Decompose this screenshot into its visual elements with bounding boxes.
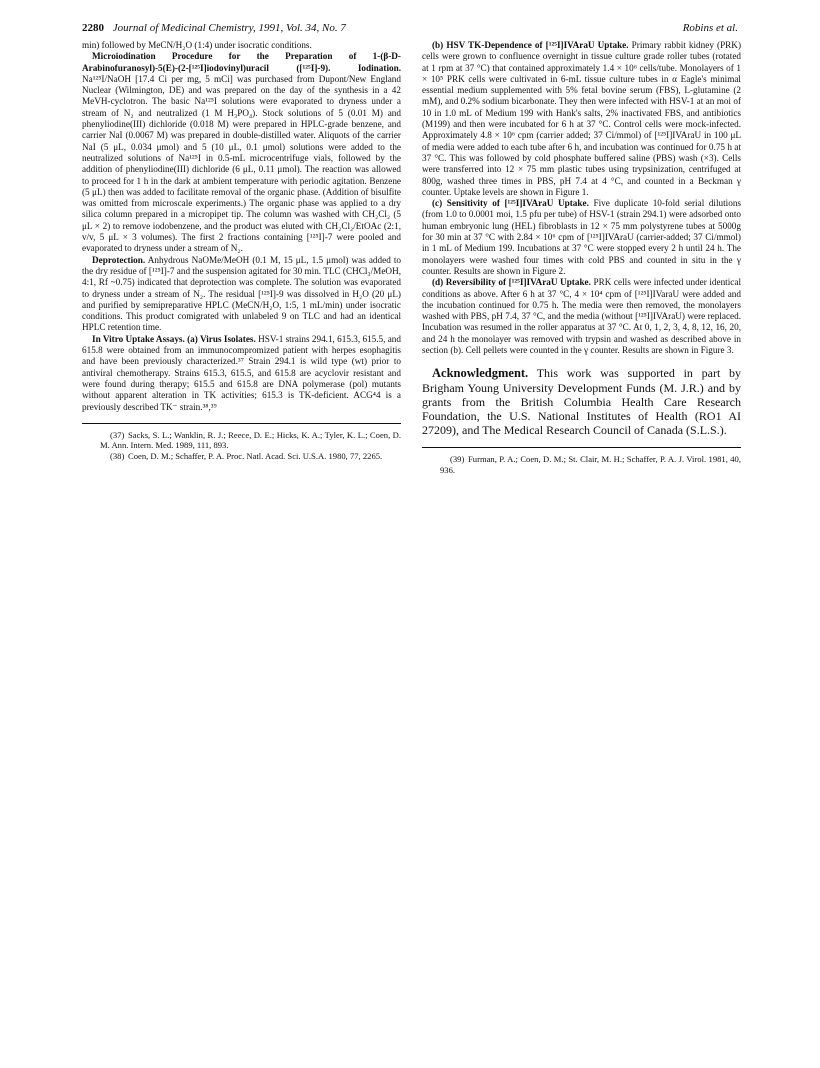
running-authors: Robins et al. [682,22,738,34]
acknowledgment [422,366,741,437]
paragraph-deprotection [82,255,401,334]
footnote-37 [82,430,401,451]
section-heading-deprotection: Deprotection. [92,254,146,265]
footnote-number: (38) [110,450,125,461]
footnote-divider [422,447,741,448]
paragraph-text: Five duplicate 10-fold serial dilutions (from 1.0 to 0.0001 moi, 1.5 pfu per tube) of HSV-1 (strain 294.1) were adsorbed onto human embryonic lung (HEL) fibroblasts in 12 × 75 mm polystyrene tubes at 5000g for 30 min at 37 °C with 2.84 × 10⁶ cpm of [¹²⁵I]IVAraU (carrier-added; 37 Ci/mmol) in 1 mL of Medium 199. Incubations at 37 °C were stopped every 2 h until 24 h. The monolayers were washed four times with cold PBS and counted in situ in the γ counter. Results are shown in Figure 2. [422,198,741,276]
section-heading-uptake-assays: In Vitro Uptake Assays. (a) Virus Isolates. [92,333,256,344]
section-heading-microiodination: Microiodination Procedure for the Preparation of 1-(β-D-Arabinofuranosyl)-5(E)-(2-[¹²⁵I]iodovinyl)uracil ([¹²⁵I]-9). Iodination. [82,51,401,73]
section-heading-tk-dependence: (b) HSV TK-Dependence of [¹²⁵I]IVAraU Uptake. [432,40,629,50]
paragraph-text: Na¹²⁵I/NaOH [17.4 Ci per mg, 5 mCi] was purchased from Dupont/New England Nuclear (Wilmington, DE) and was prepared on the day of the synthesis in a 42 MeVH-cyclotron. The basic Na¹²⁵I solutions were evaporated to dryness under a stream of N₂ and neutralized (1 M H₃PO₄). Stock solutions of 5 (0.01 M) and phenyliodine(III) dichloride (0.018 M) were prepared in HPLC-grade benzene, and carrier NaI (0.0067 M) was prepared in double-distilled water. Aliquots of the carrier NaI (5 μL, 0.034 μmol) and 5 (10 μL, 0.1 μmol) solutions were added to the neutralized solutions of Na¹²⁵I in 0.5-mL microcentrifuge vials, followed by the addition of phenyliodine(III) dichloride (6 μL, 0.11 μmol). The reaction was allowed to proceed for 1 h in the dark at ambient temperature with periodic agitation. Benzene (5 μL) then was added to facilitate removal of the organic phase. (Addition of bisulfite was omitted from microscale experiments.) The organic phase was applied to a dry silica column prepared in a micropipet tip. The column was washed with CH₂Cl₂ (5 μL × 2) to remove iodobenzene, and the product was eluted with CH₂Cl₂/EtOAc (2:1, v/v, 5 μL × 3 volumes). The first 2 fractions containing [¹²⁵I]-7 were pooled and evaporated to dryness under a stream of N₂. [82,73,401,254]
paragraph-tk-dependence [422,40,741,198]
right-column [422,40,741,476]
paragraph-reversibility [422,277,741,356]
footnote-number: (37) [110,429,125,440]
footnote-text: Sacks, S. L.; Wanklin, R. J.; Reece, D. E.; Hicks, K. A.; Tyler, K. L.; Coen, D. M. Ann. Intern. Med. 1989, 111, 893. [100,429,401,451]
paragraph-virus-isolates [82,334,401,413]
footnote-divider [82,423,401,424]
section-heading-reversibility: (d) Reversibility of [¹²⁵I]IVAraU Uptake. [432,277,591,288]
page-number: 2280 [82,22,104,34]
footnote-number: (39) [450,454,465,465]
footnote-39 [422,454,741,475]
footnote-text: Coen, D. M.; Schaffer, P. A. Proc. Natl. Acad. Sci. U.S.A. 1980, 77, 2265. [128,450,383,461]
running-header [82,20,738,36]
paragraph-text: Primary rabbit kidney (PRK) cells were grown to confluence overnight in tissue culture grade roller tubes (rotated at 1 rpm at 37 °C) that contained approximately 1.4 × 10⁶ cells/tube. Monolayers of 1 × 10⁵ PRK cells were cultivated in 6-mL tissue culture tubes in α Eagle's minimal essential medium supplemented with 5% fetal bovine serum (FBS), L-glutamine (2 mM), and 0.2% sodium bicarbonate. They then were infected with HSV-1 at an moi of 10 in 1.0 mL of Medium 199 with Hank's salts, 2% inactivated FBS, and antibiotics (M199) and then were incubated for 6 h at 37 °C. Control cells were mock-infected. Approximately 4.8 × 10⁶ cpm (carrier added; 37 Ci/mmol) of [¹²⁵I]IVAraU in 100 μL of media were added to each tube after 6 h, and incubation was continued for 0.75 h at 37 °C. This was followed by cold phosphate buffered saline (PBS) wash (×3). Cells were transferred into 12 × 75 mm plastic tubes using trypsinization, centrifuged at 800g, washed three times in PBS, pH 7.4 at 4 °C, and counted in a Beckman γ counter. Uptake levels are shown in Figure 1. [422,40,742,197]
footnote-38 [82,451,401,462]
paragraph-continuation: min) followed by MeCN/H₂O (1:4) under isocratic conditions. [82,40,312,50]
paragraph-sensitivity [422,198,741,277]
section-heading-sensitivity: (c) Sensitivity of [¹²⁵I]IVAraU Uptake. [432,198,589,209]
left-column [82,40,401,462]
paragraph-text: PRK cells were infected under identical conditions as above. After 6 h at 37 °C, 4 × 10⁴ cpm of [¹²⁵I]IVaraU were added and the incubation continued for 0.75 h. The media were then removed, the monolayers washed with PBS, pH 7.4, 37 °C, and the media (without [¹²⁵I]IVAraU) were replaced. Incubation was resumed in the roller apparatus at 37 °C. At 0, 1, 2, 3, 4, 8, 12, 16, 20, and 24 h the monolayer was removed with trypsin and washed as described above in section (b). Cell pellets were counted in the γ counter. Results are shown in Figure 3. [422,277,741,356]
paragraph-text: Anhydrous NaOMe/MeOH (0.1 M, 15 μL, 1.5 μmol) was added to the dry residue of [¹²⁵I]-7 and the suspension agitated for 30 min. TLC (CHCl₃/MeOH, 4:1, Rf ~0.75) indicated that deprotection was complete. The solution was evaporated to dryness under a stream of N₂. The residual [¹²⁵I]-9 was dissolved in H₂O (20 μL) and purified by semipreparative HPLC (MeCN/H₂O, 1:5, 1 mL/min) under isocratic conditions. This product comigrated with unlabeled 9 on TLC and had an identical HPLC retention time. [82,254,401,333]
acknowledgment-text: This work was supported in part by Brigham Young University Development Funds (M. J.R.) and by grants from the British Columbia Health Care Research Foundation, the U.S. National Institutes of Health (RO1 AI 27209), and The Medical Research Council of Canada (S.L.S.). [422,366,741,438]
acknowledgment-heading: Acknowledgment. [432,366,529,381]
paragraph-text: HSV-1 strains 294.1, 615.3, 615.5, and 615.8 were obtained from an immunocompromized patient with herpes esophagitis and have been previously characterized.³⁷ Strain 294.1 is wild type (wt) prior to antiviral chemotherapy. Strains 615.3, 615.5, and 615.8 are acyclovir resistant and were found during therapy; 615.5 and 615.8 are DNA polymerase (pol) mutants without apparent alteration in TK activities; 615.3 is TK-deficient. ACG⁴4 is a previously described TK⁻ strain.³⁸,³⁹ [82,333,401,412]
journal-citation: Journal of Medicinal Chemistry, 1991, Vol. 34, No. 7 [112,22,346,34]
paragraph-microiodination [82,51,401,254]
footnote-text: Furman, P. A.; Coen, D. M.; St. Clair, M. H.; Schaffer, P. A. J. Virol. 1981, 40, 936. [440,454,741,475]
